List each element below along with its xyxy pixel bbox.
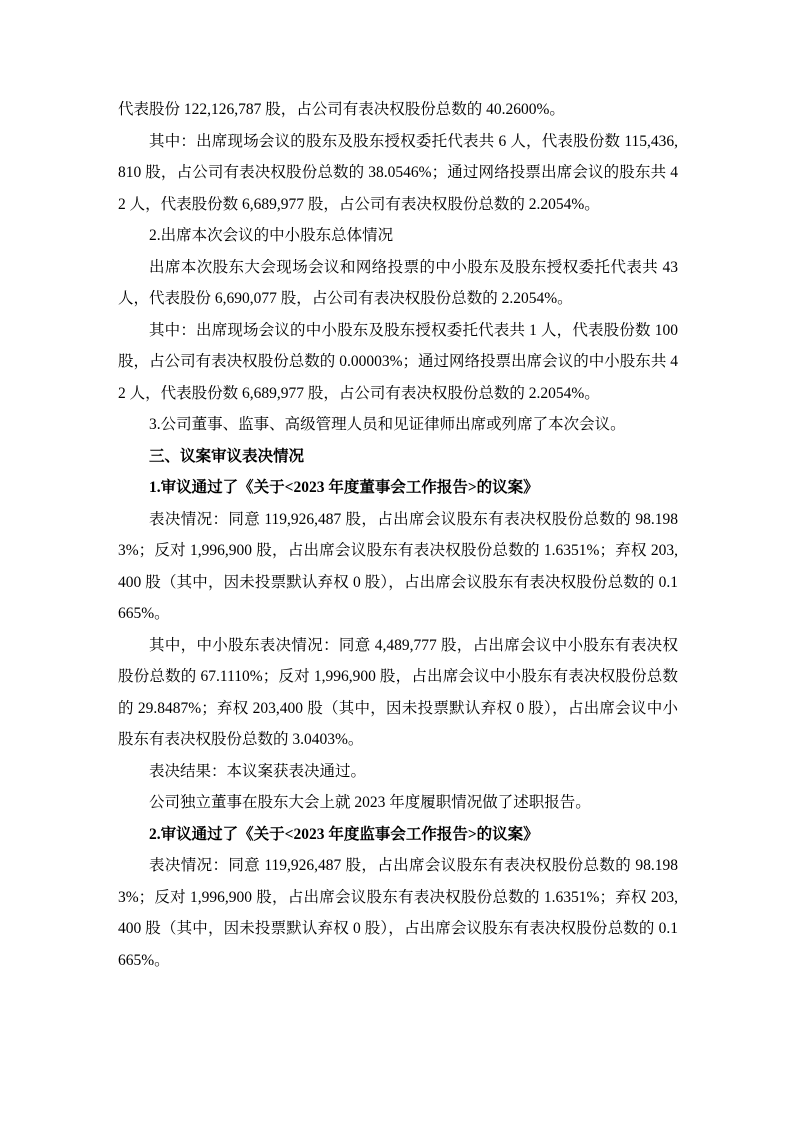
para-attendance-total-continuation: 代表股份 122,126,787 股，占公司有表决权股份总数的 40.2600%。	[118, 101, 565, 118]
para-attendance-breakdown: 其中：出席现场会议的股东及股东授权委托代表共 6 人，代表股份数 115,436,810 股，占公司有表决权股份总数的 38.0546%；通过网络投票出席会议的股东共 42 人，代表股份数 6,689,977 股，占公司有表决权股份总数的 2.2054%。	[118, 132, 678, 213]
para-directors-supervisors-attendance: 3.公司董事、监事、高级管理人员和见证律师出席或列席了本次会议。	[149, 416, 626, 433]
para-minor-shareholders-total: 出席本次股东大会现场会议和网络投票的中小股东及股东授权委托代表共 43 人，代表股份 6,690,077 股，占公司有表决权股份总数的 2.2054%。	[118, 258, 678, 307]
heading-proposal-1: 1.审议通过了《关于<2023 年度董事会工作报告>的议案》	[149, 479, 539, 496]
para-minor-shareholders-overview-title: 2.出席本次会议的中小股东总体情况	[149, 227, 394, 244]
heading-proposal-2: 2.审议通过了《关于<2023 年度监事会工作报告>的议案》	[149, 825, 539, 843]
para-proposal-1-vote-detail: 表决情况：同意 119,926,487 股，占出席会议股东有表决权股份总数的 98.1983%；反对 1,996,900 股，占出席会议股东有表决权股份总数的 1.6351%；弃权 203,400 股（其中，因未投票默认弃权 0 股），占出席会议股东有表决权股份总数的 0.1665%。	[118, 510, 678, 622]
para-proposal-2-vote-detail: 表决情况：同意 119,926,487 股，占出席会议股东有表决权股份总数的 98.1983%；反对 1,996,900 股，占出席会议股东有表决权股份总数的 1.6351%；弃权 203,400 股（其中，因未投票默认弃权 0 股），占出席会议股东有表决权股份总数的 0.1665%。	[118, 857, 678, 969]
para-proposal-1-minor-shareholder-votes: 其中，中小股东表决情况：同意 4,489,777 股，占出席会议中小股东有表决权股份总数的 67.1110%；反对 1,996,900 股，占出席会议中小股东有表决权股份总数的 29.8487%；弃权 203,400 股（其中，因未投票默认弃权 0 股），占出席会议中小股东有表决权股份总数的 3.0403%。	[118, 636, 678, 748]
para-minor-shareholders-breakdown: 其中：出席现场会议的中小股东及股东授权委托代表共 1 人，代表股份数 100 股，占公司有表决权股份总数的 0.00003%；通过网络投票出席会议的中小股东共 42 人，代表股份数 6,689,977 股，占公司有表决权股份总数的 2.2054%。	[118, 321, 678, 402]
para-independent-director-report: 公司独立董事在股东大会上就 2023 年度履职情况做了述职报告。	[149, 794, 591, 811]
para-proposal-1-result: 表决结果：本议案获表决通过。	[149, 762, 367, 780]
heading-section-voting-results: 三、议案审议表决情况	[149, 447, 305, 465]
